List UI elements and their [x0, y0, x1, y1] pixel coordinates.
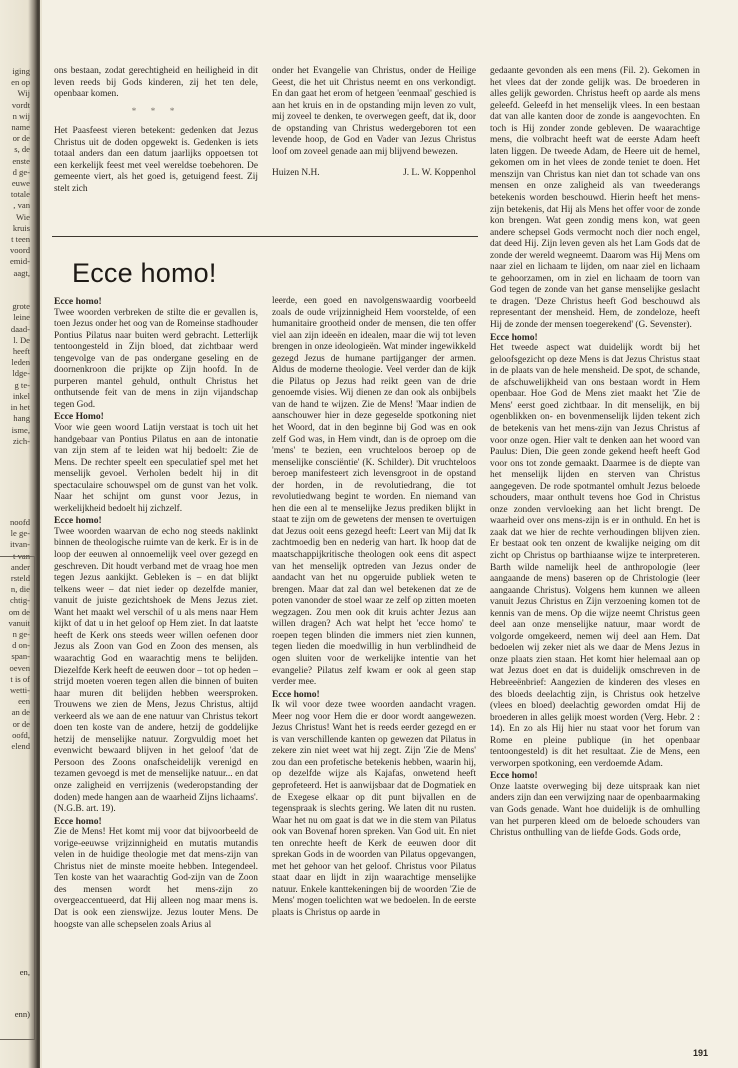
facing-page-fragment: en — [14, 1009, 23, 1019]
section-heading: Ecce homo! — [490, 770, 538, 782]
facing-page-fragment: ander — [10, 561, 30, 572]
article-paragraph: Het tweede aspect wat duidelijk wordt bij het geloofsgezicht op deze Mens is dat Jezus Christus staat in de plaats van de hele mensheid. De spot, de schande, de afschuwelijkheid van ons bestaan wordt in Hem openbaar. Hoe God de Mens ziet maakt het 'Zie de Mens' eerst goed zichtbaar. In dit menselijk, en bij ogenblikken on- en bovenmenselijk lijden tekent zich de betekenis van het mens-zijn van Jezus Christus af voor onze ogen. Hier valt te denken aan het woord van Paulus: Dien, Die geen zonde gekend heeft heeft God voor ons tot zonde gemaakt. Daarmee is de diepte van het menselijk lijden en sterven van Christus aangegeven. De rode spotmantel omhult Jezus beloede schouders, maar onthult tevens hoe God in Christus onze zonden vervloeking aan het licht brengt. De waarheid over ons mens-zijn is er in onthuld. En het is zaak dat we hier de rechte verhoudingen blijven zien. Er bestaat ook ten onzent de kwalijke neiging om dit zicht op Christus op barthiaanse wijze te interpreteren. Barth wilde namelijk heel de anthropologie (leer aangaande de mens) baseren op de Christologie (leer aangaande Christus). Volgens hem kunnen we alleen vanuit Jezus Christus en Zijn verzoening komen tot de kennis van de mens. Op die wijze neemt Christus geen deel aan onze menselijke natuur, maar wordt de volgorde omgekeerd, nemen wij deel aan Hem. Dat bedoelen wij zeker niet als we daar de Mens Jezus in onze plaats zien staan. Het komt hier helemaal aan op wat Jezus doet en dat is duidelijk omschreven in de Hebreeënbrief: Aangezien de kinderen des vleses en des bloeds deelachtig zijn, is Christus ook hetzelve (vlees en bloed) deelachtig geworden omdat Hij de broederen in alles gelijk moest worden (Verg. Hebr. 2 : 14). En zo als Hij hier nu staat voor het forum van Rome en pleine publique (in het openbaar tentoongesteld) is dit het resultaat. Zie de Mens, een verworpen spotkoning, een verdoemde Adam. — [490, 343, 700, 769]
facing-page-fragment: span- — [11, 651, 30, 662]
facing-page-fragment: isme, — [11, 424, 30, 435]
facing-page-fragment: Wij — [17, 88, 30, 99]
facing-page-fragment: heeft — [12, 346, 30, 357]
facing-page-fragment: totale — [10, 189, 30, 200]
facing-page-fragment: n ge- — [12, 628, 30, 639]
facing-page-fragment: om de — [8, 606, 30, 617]
facing-page-fragment: l. De — [13, 334, 30, 345]
facing-page-fragment: an de — [11, 707, 30, 718]
facing-page-fragment: euwe — [11, 178, 30, 189]
paasfeest-paragraph: Het Paasfeest vieren betekent: gedenken dat Jezus Christus uit de doden opgewekt is. Gedenken is iets totaal anders dan een datum jaarlijks oppoetsen tot een kerkelijk feest met veel wereldse toebehoren. De gemeente viert, als het goed is, getuigend feest. Zij stelt zich — [54, 126, 258, 194]
facing-page-fragment: oeven — [9, 662, 30, 673]
facing-page-fragment: hang — [13, 413, 30, 424]
signature-place: Huizen N.H. — [272, 168, 320, 179]
author-signature — [272, 168, 476, 180]
facing-page-fragment: en op — [11, 77, 30, 88]
facing-page-box-text-bottom — [0, 1009, 30, 1020]
facing-page-fragment: grote — [12, 301, 30, 312]
facing-page-fragment: inkel — [12, 390, 30, 401]
facing-page-fragment: itvan- — [9, 539, 30, 550]
facing-page-fragment: d on- — [12, 640, 30, 651]
facing-page-fragment: emid- — [9, 256, 30, 267]
facing-page-fragment: voord — [9, 245, 30, 256]
facing-page-fragment: n, die — [10, 584, 30, 595]
section-divider-stars: * * * — [131, 106, 181, 117]
facing-page-fragment: chtig- — [9, 595, 30, 606]
facing-page-fragment: Wie — [16, 211, 30, 222]
article-title: Ecce homo! — [72, 258, 217, 288]
section-heading: Ecce homo! — [54, 515, 102, 527]
facing-page-fragment: vanuit — [8, 617, 30, 628]
evangelie-paragraph: onder het Evangelie van Christus, onder de Heilige Geest, die het uit Christus neemt en ons verkondigt. En dan gaat het erom of hetgeen 'eenmaal' geschied is aan het kruis en in de opstanding mijn leven zo vult, mij zoveel te denken, te overwegen geeft, dat ik, door de opstanding van Christus wedergeboren tot een levende hoop, de God en Vader van Jezus Christus loof om zoveel genade aan mij blijvend bewezen. — [272, 66, 476, 157]
signature-name: J. L. W. Koppenhol — [403, 168, 476, 179]
section-heading: Ecce homo! — [490, 331, 538, 343]
magazine-page — [42, 0, 738, 1068]
facing-page-fragment: iging — [12, 66, 30, 76]
facing-page-fragment: or de — [12, 718, 30, 729]
facing-page-fragment: name — [11, 122, 30, 133]
facing-page-fragment: enste — [12, 155, 30, 166]
facing-page-fragment: n wij — [12, 110, 30, 121]
top-column-1 — [54, 66, 258, 195]
article-paragraph: Ik wil voor deze twee woorden aandacht vragen. Meer nog voor Hem die er door wordt aangewezen. Jezus Christus! Want het is reeds eerder gezegd en er is van verschillende kanten op gewezen dat Pilatus in zekere zin niet weet wat hij zegt. Zijn 'Zie de Mens' zou dan een profetische betekenis hebben, waarin hij, op dezelfde wijze als Kajafas, onwetend heeft geprofeteerd. Het is aanwijsbaar dat de Dogmatiek en de Exegese elkaar op dit punt bijvallen en de tegenspraak is slechts gering. We laten dit nu rusten. Waar het nu om gaat is dat we in die stem van Pilatus ook van Bovenaf horen spreken. Van God uit. En niet ten onrechte heeft de Kerk de eeuwen door dit sprekan Gods in de woorden van Pilatus opgevangen, met het gehoor van het geloof. Christus voor Pilatus staat daar en lijdt in zijn waarachtige menselijke natuur. Enkele kanttekeningen bij de woorden 'Zie de Mens' mogen toelichten wat we bedoelen. In de eerste plaats is Christus op aarde in — [272, 700, 476, 918]
facing-page-fragment: t is of — [10, 673, 30, 684]
gedaante-paragraph: gedaante gevonden als een mens (Fil. 2). Gekomen in het vlees dat der zonde gelijk was. De broederen in alles gelijk geworden. Christus heeft op aarde als mens geleefd. Geleefd in het menselijk vlees. In een bestaan dat van alle kanten door de zonde is aangevochten. En toch is Hij zonder zonde gebleven. De waarachtige mens, die volbracht heeft wat de eerste Adam heeft laten liggen. De tweede Adam, de Heere uit de hemel, gekomen om in het vlees de zonde teniet te doen. Het menszijn van Christus kan niet dan tot schade van ons mensen en onze zaligheid als van tweederangs betekenis worden beschouwd. Hierin heeft het mens-zijn betekenis, dat Hij als Mens het offer voor de zonde kon brengen. Wat geen zondig mens kon, wat geen andere schepsel Gods vermocht noch dier noch engel, dat deed Hij. Zijn leven geven als het Lam Gods dat de zonde der wereld wegneemt. Daarom was Hij Mens om naar ziel en lichaam te lijden, om naar ziel en lichaam te gehoorzamen, om in ziel en lichaam de toorn van God tegen de zonde van het ganse menselijke geslacht te dragen. 'Deze Christus heeft God beschouwd als representant der mensheid. Hem, de zondeloze, heeft Hij de zonde der mensen toegerekend' (G. Sevenster). — [490, 66, 700, 331]
facing-page-fragment: , van — [13, 200, 30, 211]
facing-page-fragment — [0, 279, 30, 290]
facing-page-fragment: rsteld — [10, 572, 30, 583]
article-paragraph: Voor wie geen woord Latijn verstaat is toch uit het handgebaar van Pontius Pilatus en aan de intonatie van zijn stem af te leiden wat hij bedoelt: Zie de Mens. De rechter speelt een speculatief spel met het menselijk gevoel. Verholen bedelt hij in dit spectaculaire schouwspel om de gunst van het volk. Naar het schijnt om gunst voor Jezus, in werkelijkheid bedoelt hij zichzelf. — [54, 423, 258, 514]
top-column-2 — [272, 66, 476, 180]
facing-page-fragment: s, de — [14, 144, 30, 155]
facing-page-fragment: le ge- — [10, 528, 30, 539]
right-column — [490, 66, 700, 840]
article-paragraph: Twee woorden verbreken de stilte die er gevallen is, toen Jezus onder het oog van de Romeinse stadhouder Pontius Pilatus naar buiten werd gebracht. Letterlijk tentoongesteld in Zijn bloed, dat zichtbaar werd tengevolge van de pas ondergane geseling en de doornenkroon die prijkte op Zijn hoofd. In de purperen mantel gehuld, onthult Christus het onthutsende feit van de mens in zijn vijandschap tegen God. — [54, 307, 258, 410]
facing-page-fragment — [0, 290, 30, 301]
facing-page-fragment: vordt — [11, 99, 30, 110]
article-paragraph: Zie de Mens! Het komt mij voor dat bijvoorbeeld de vorige-eeuwse vrijzinnigheid en mutatis mutandis velen in de huidige theologie met dat mens-zijn van Christus niet de minste moeite hebben. Integendeel. Ten koste van het waarachtig God-zijn van de Zoon des mensen wordt het mens-zijn zo overgeaccentueerd, dat Hij alleen nog maar mens is. Dat is ook een zienswijze. Jezus louter Mens. De hoogste van alle schepselen zoals Arius al — [54, 827, 258, 930]
article-paragraph: leerde, een goed en navolgenswaardig voorbeeld zoals de oude vrijzinnigheid Hem voorstelde, of een humanitaire grootheid onder de mensen, die ten offer viel aan zijn ideeën en idealen, maar die wij tot leven brengen in onze ideologieën. Wat minder ingewikkeld gezegd Jezus de humane partijganger der armen. Aldus de moderne theologie. Veel verder dan de kijk die Pilatus op Jezus had reikt geen van de drie genoemde visies. Wij dienen ze dan ook als onbijbels van de hand te wijzen. Zie de Mens! 'Maar indien de aanschouwer hier in deze gegeselde spotkoning niet het Woord, dat in den beginne bij God was en ook zelf God was, in Hem vindt, dan is de oproep om die 'mens' te bezien, een vruchteloos beroep op de menselijke consciëntie' (K. Schilder). Dit vruchteloos beroep manifesteert zich levensgroot in de opstand der horden, in de revolutiedrang, die tot revolutiedwang begint te worden. En niemand van hen die een al te menselijke Jezus prediken blijkt in staat te zijn om de gewetens der mensen te overtuigen dat Jezus ooit eens gezegd heeft: Leert van Mij dat Ik zachtmoedig ben en nederig van hart. Ik hoop dat de maatschappijkritische theologen ook eens dit aspect van het menselijk optreden van Jezus onder de aandacht van het nu opgeruide publiek weten te brengen. Maar dat zal dan wel betekenen dat ze de poten vanonder de stoel waar ze zelf op zitten moeten wegzagen. Zou men ook dit kruis achter Jezus aan willen dragen? Ach wat helpt het 'ecce homo' te roepen tegen blinden die immers niet zien kunnen, tegen lieden die moedwillig in hun verblindheid de ogen sluiten voor de werkelijke intentie van het evangelie? Pilatus zelf kwam er ook al geen stap verder mee. — [272, 296, 476, 688]
facing-page-fragment: een — [18, 696, 30, 707]
facing-page-fragment: oofd, — [12, 729, 30, 740]
article-column-2 — [272, 296, 476, 920]
facing-page-fragment: daad- — [10, 323, 30, 334]
facing-page-fragment: g te- — [14, 379, 30, 390]
facing-page-fragment: n) — [22, 1009, 30, 1019]
page-number: 191 — [692, 1048, 708, 1058]
section-heading: Ecce homo! — [54, 815, 102, 827]
facing-page-fragment: wetti- — [9, 684, 30, 695]
facing-page-fragment: zich- — [12, 435, 30, 446]
facing-page-fragment: leden — [11, 357, 30, 368]
facing-page-fragment: ldge- — [12, 368, 30, 379]
section-heading: Ecce homo! — [272, 688, 320, 700]
facing-page-fragment: t van — [13, 550, 30, 561]
facing-page-fragment: noofd — [9, 516, 30, 527]
article-paragraph: Twee woorden waarvan de echo nog steeds naklinkt binnen de theologische ruimte van de kerk. Er is in de loop der eeuwen al onnoemelijk veel over gezegd en geschreven. Dit houdt verband met de vraag hoe men tegen Jezus aankijkt. Gebleken is – en dat blijkt telkens weer – dat niet ieder op dezelfde manier, vanuit de juiste gezichtshoek de Mens Jezus ziet. Want het maakt wel verschil of u als mens naar Hem kijkt of dat u in het geloof op Hem ziet. In dat laatste heeft de Kerk ons steeds weer willen oefenen door Jezus als Zoon van God en Zoon des mensen, als waarachtig God en waarachtig mens te belijden. Diezelfde Kerk heeft de eeuwen door – tot op heden – strijd moeten voeren tegen allen die binnen of buiten haar muren dit belijden hebben weersproken. Trouwens we zien de Mens, Jezus Christus, altijd verkeerd als we aan de ene natuur van Christus tekort doen ten koste van de andere, hetzij de goddelijke hetzij de menselijke natuur. Zorgvuldig moet het evenwicht bewaard blijven in het geloof 'dat de Persoon des Zoons onafscheidelijk verenigd en tezamen gevoegd is met de menselijke natuur... en dat onze zaligheid en verrijzenis (wederopstanding der doden) mede hangen aan de waarheid Zijns lichaams'. (N.G.B. art. 19). — [54, 526, 258, 815]
article-paragraph: Onze laatste overweging bij deze uitspraak kan niet anders zijn dan een verwijzing naar de openbaarmaking van Gods genade. Want hoe duidelijk is de omhulling van het purperen kleed om de beloede schouders van Christus onthulling van de liefde Gods. Gods orde, — [490, 781, 700, 839]
facing-page-fragment: en, — [19, 967, 30, 977]
facing-page-box-text-top — [0, 967, 30, 978]
facing-page-fragment: t teen — [11, 234, 30, 245]
article-separator-rule — [52, 236, 478, 237]
facing-page-fragment: d ge- — [12, 166, 30, 177]
facing-page-fragment: aagt, — [13, 267, 30, 278]
section-heading: Ecce homo! — [54, 296, 102, 307]
intro-paragraph: ons bestaan, zodat gerechtigheid en heiligheid in dit leven reeds bij Gods kinderen, zij het ten dele, openbaar komen. — [54, 66, 258, 100]
facing-page-fragment: or de — [12, 133, 30, 144]
facing-page-fragment: in het — [10, 402, 30, 413]
section-heading: Ecce Homo! — [54, 411, 104, 423]
facing-page-box — [0, 556, 35, 1040]
facing-page-fragment: elend — [11, 740, 30, 751]
facing-page-fragment: leine — [13, 312, 30, 323]
article-column-1 — [54, 296, 258, 931]
facing-page-fragment: kruis — [12, 222, 30, 233]
